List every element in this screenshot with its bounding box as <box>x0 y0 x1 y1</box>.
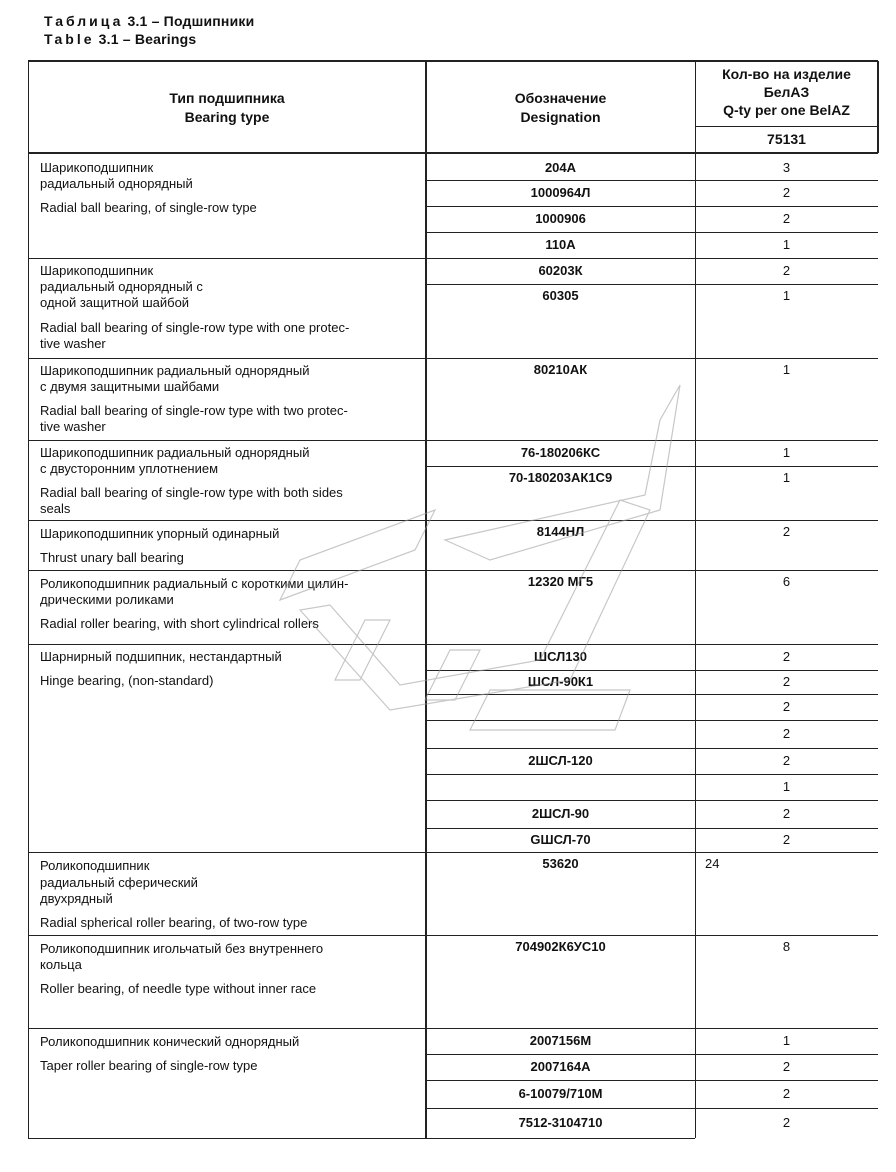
quantity-cell: 1 <box>782 288 791 303</box>
bearing-type-line: Шарикоподшипник радиальный однорядный <box>40 445 310 460</box>
table-rule <box>426 570 878 571</box>
bearing-type-line: Radial ball bearing of single-row type with one protec- <box>40 320 350 335</box>
designation-cell: 2007164А <box>530 1059 591 1074</box>
table-rule <box>28 935 426 936</box>
table-rule <box>426 644 878 645</box>
bearing-type-line: Шарнирный подшипник, нестандартный <box>40 649 282 664</box>
quantity-cell: 2 <box>782 263 791 278</box>
designation-cell: 2007156М <box>529 1033 592 1048</box>
designation-cell: GШСЛ-70 <box>530 832 591 847</box>
header-quantity: Кол-во на изделие БелАЗ Q-ty per one BelAZ <box>722 66 851 118</box>
designation-cell: 1000906 <box>535 211 586 226</box>
bearing-type-line: Hinge bearing, (non-standard) <box>40 673 214 688</box>
quantity-cell: 6 <box>782 574 791 589</box>
quantity-cell: 1 <box>782 445 791 460</box>
designation-cell: 7512-3104710 <box>518 1115 603 1130</box>
table-rule <box>426 748 878 749</box>
quantity-cell: 2 <box>782 524 791 539</box>
quantity-cell: 2 <box>782 1086 791 1101</box>
bearing-type-line: Radial ball bearing of single-row type with two protec- <box>40 403 348 418</box>
caption-en: Table 3.1 – Bearings <box>44 31 197 47</box>
quantity-cell: 1 <box>782 470 791 485</box>
table-caption <box>44 12 254 48</box>
quantity-cell: 24 <box>705 856 720 871</box>
designation-cell: 80210АК <box>533 362 588 377</box>
bearing-type-line: радиальный однорядный <box>40 176 193 191</box>
table-rule <box>426 852 878 853</box>
designation-cell: 12320 МГ5 <box>527 574 594 589</box>
bearing-type-line: радиальный однорядный с <box>40 279 203 294</box>
table-rule <box>426 258 878 259</box>
table-rule <box>426 440 878 441</box>
bearing-type-line: с двумя защитными шайбами <box>40 379 220 394</box>
bearing-type-line: радиальный сферический <box>40 875 198 890</box>
quantity-cell: 1 <box>782 362 791 377</box>
bearing-type-line: Шарикоподшипник радиальный однорядный <box>40 363 310 378</box>
bearing-type-line: Taper roller bearing of single-row type <box>40 1058 258 1073</box>
bearing-type-line: Роликоподшипник конический однорядный <box>40 1034 300 1049</box>
table-rule <box>426 358 878 359</box>
bearing-type-line: с двусторонним уплотнением <box>40 461 219 476</box>
bearing-type-line: двухрядный <box>40 891 113 906</box>
quantity-cell: 2 <box>782 674 791 689</box>
table-rule <box>426 520 878 521</box>
bearing-type-line: Роликоподшипник игольчатый без внутреннего <box>40 941 324 956</box>
table-rule <box>28 358 426 359</box>
table-rule <box>695 126 878 127</box>
table-rule <box>426 828 878 829</box>
quantity-cell: 3 <box>782 160 791 175</box>
header-model: 75131 <box>767 131 806 147</box>
designation-cell: 204А <box>544 160 577 175</box>
table-rule <box>28 1138 695 1139</box>
designation-cell: 704902К6УС10 <box>515 939 606 954</box>
table-rule <box>426 1080 878 1081</box>
table-rule <box>426 466 878 467</box>
table-rule <box>426 670 878 671</box>
bearing-type-line: Radial spherical roller bearing, of two-row type <box>40 915 308 930</box>
bearing-type-line: Роликоподшипник радиальный с короткими цилин- <box>40 576 349 591</box>
bearing-type-line: Radial ball bearing of single-row type with both sides <box>40 485 343 500</box>
designation-cell: 70-180203АК1С9 <box>508 470 613 485</box>
table-rule <box>426 206 878 207</box>
table-rule <box>426 935 878 936</box>
quantity-cell: 2 <box>782 211 791 226</box>
quantity-cell: 1 <box>782 779 791 794</box>
designation-cell: 2ШСЛ-90 <box>531 806 590 821</box>
designation-cell: 110А <box>545 237 576 252</box>
quantity-cell: 2 <box>782 806 791 821</box>
bearing-type-line: Radial roller bearing, with short cylindrical rollers <box>40 616 319 631</box>
quantity-cell: 2 <box>782 832 791 847</box>
table-rule <box>28 1028 426 1029</box>
table-rule <box>28 440 426 441</box>
header-designation: Обозначение Designation <box>514 90 607 125</box>
table-rule <box>28 152 878 154</box>
quantity-cell: 2 <box>782 1115 791 1130</box>
quantity-cell: 1 <box>782 237 791 252</box>
quantity-cell: 2 <box>782 726 791 741</box>
designation-cell: 8144НЛ <box>536 524 585 539</box>
table-rule <box>877 61 879 153</box>
table-rule <box>426 284 878 285</box>
caption-ru: Таблица 3.1 – Подшипники <box>44 13 255 29</box>
bearing-type-line: кольца <box>40 957 82 972</box>
table-rule <box>426 1028 878 1029</box>
quantity-cell: 8 <box>782 939 791 954</box>
bearing-type-line: дрическими роликами <box>40 592 174 607</box>
bearing-type-line: Radial ball bearing, of single-row type <box>40 200 257 215</box>
quantity-cell: 2 <box>782 649 791 664</box>
designation-cell: 76-180206КС <box>520 445 601 460</box>
bearing-type-line: Роликоподшипник <box>40 858 150 873</box>
quantity-cell: 2 <box>782 699 791 714</box>
designation-cell: 53620 <box>542 856 579 871</box>
table-rule <box>426 774 878 775</box>
table-rule <box>28 644 426 645</box>
header-bearing-type: Тип подшипника Bearing type <box>169 90 285 125</box>
quantity-cell: 2 <box>782 753 791 768</box>
designation-cell: ШСЛ130 <box>534 649 587 664</box>
bearing-type-line: Шарикоподшипник упорный одинарный <box>40 526 280 541</box>
table-rule <box>426 1054 878 1055</box>
bearing-type-line: seals <box>40 501 71 516</box>
table-rule <box>28 570 426 571</box>
table-rule <box>28 61 29 1138</box>
table-rule <box>426 1108 878 1109</box>
quantity-cell: 1 <box>782 1033 791 1048</box>
table-rule <box>426 694 878 695</box>
table-rule <box>426 232 878 233</box>
designation-cell: 60203К <box>538 263 583 278</box>
bearing-type-line: одной защитной шайбой <box>40 295 190 310</box>
designation-cell: 6-10079/710М <box>518 1086 603 1101</box>
table-rule <box>28 258 426 259</box>
table-rule <box>426 720 878 721</box>
table-rule <box>426 180 878 181</box>
bearing-type-line: Шарикоподшипник <box>40 263 154 278</box>
bearing-type-line: Шарикоподшипник <box>40 160 154 175</box>
quantity-cell: 2 <box>782 185 791 200</box>
table-rule <box>28 60 878 62</box>
table-rule <box>426 800 878 801</box>
bearing-type-line: tive washer <box>40 419 106 434</box>
table-rule <box>28 852 426 853</box>
designation-cell: 1000964Л <box>530 185 591 200</box>
designation-cell: ШСЛ-90К1 <box>527 674 594 689</box>
designation-cell: 60305 <box>542 288 579 303</box>
designation-cell: 2ШСЛ-120 <box>528 753 593 768</box>
table-rule <box>28 520 426 521</box>
quantity-cell: 2 <box>782 1059 791 1074</box>
bearing-type-line: Roller bearing, of needle type without inner race <box>40 981 317 996</box>
bearing-type-line: Thrust unary ball bearing <box>40 550 184 565</box>
bearing-type-line: tive washer <box>40 336 106 351</box>
